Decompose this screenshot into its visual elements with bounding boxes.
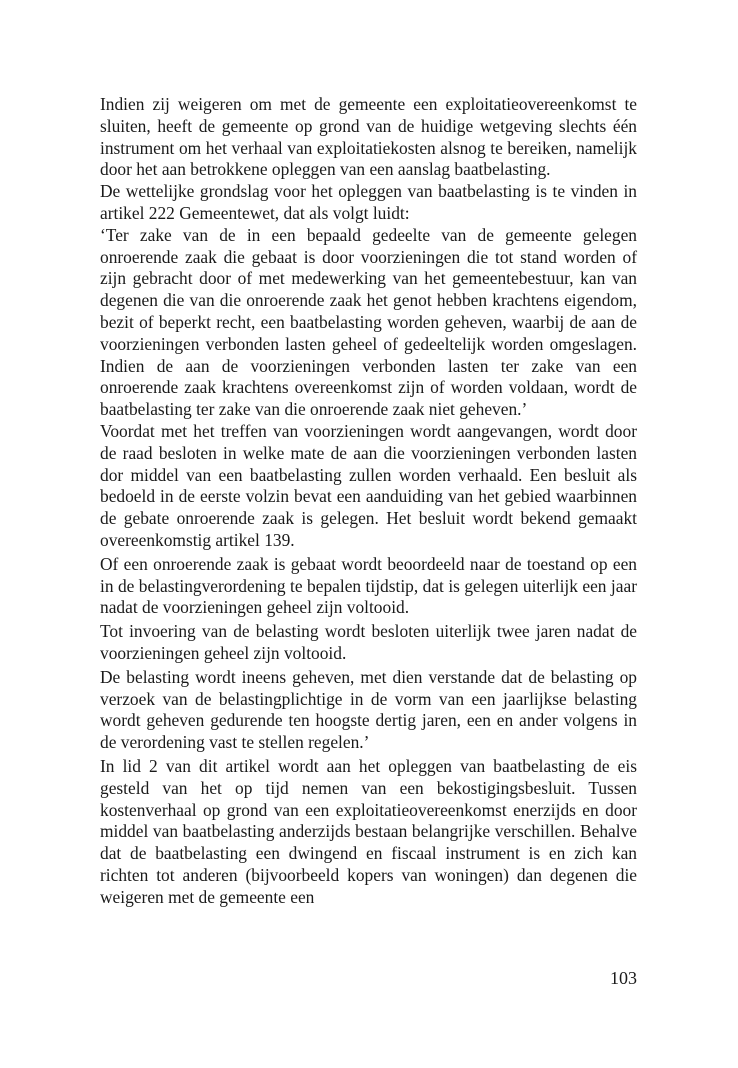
paragraph-6: Tot invoering van de belasting wordt besloten uiterlijk twee jaren nadat de voorzieningen geheel zijn voltooid. xyxy=(100,621,637,663)
paragraph-4: Voordat met het treffen van voorzieningen wordt aangevangen, wordt door de raad besloten in welke mate de aan die voorzieningen verbonden lasten dor middel van een baatbelasting zullen worden verhaald. Een besluit als bedoeld in de eerste volzin bevat een aanduiding van het gebied waarbinnen de gebate onroerende zaak is gelegen. Het besluit wordt bekend gemaakt overeenkomstig artikel 139. xyxy=(100,420,637,550)
paragraph-3-quote: ‘Ter zake van de in een bepaald gedeelte van de gemeente gelegen onroerende zaak die gebaat is door voorzieningen die tot stand worden of zijn gebracht door of met medewerking van het gemeentebestuur, kan van degenen die van die onroerende zaak het genot hebben krachtens eigendom, bezit of beperkt recht, een baatbelasting worden geheven, waarbij de aan de voorzieningen verbonden lasten geheel of gedeeltelijk worden omgeslagen. Indien de aan de voorzieningen verbonden lasten ter zake van een onroerende zaak krachtens overeenkomst zijn of worden voldaan, wordt de baatbelasting ter zake van die onroerende zaak niet geheven.’ xyxy=(100,224,637,420)
page-number: 103 xyxy=(610,968,637,988)
paragraph-2: De wettelijke grondslag voor het opleggen van baatbelasting is te vinden in artikel 222 Gemeentewet, dat als volgt luidt: xyxy=(100,181,637,223)
paragraph-1: Indien zij weigeren om met de gemeente een exploitatieovereenkomst te sluiten, heeft de gemeente op grond van de huidige wetgeving slechts één instrument om het verhaal van exploitatiekosten alsnog te bereiken, namelijk door het aan betrokkene opleggen van een aanslag baatbelasting. xyxy=(100,94,637,180)
paragraph-5: Of een onroerende zaak is gebaat wordt beoordeeld naar de toestand op een in de belastingverordening te bepalen tijdstip, dat is gelegen uiterlijk een jaar nadat de voorzieningen geheel zijn voltooid. xyxy=(100,553,637,618)
paragraph-7: De belasting wordt ineens geheven, met dien verstande dat de belasting op verzoek van de belastingplichtige in de vorm van een jaarlijkse belasting wordt geheven gedurende ten hoogste dertig jaren, een en ander volgens in de verordening vast te stellen regelen.’ xyxy=(100,666,637,753)
body-text xyxy=(100,94,637,908)
paragraph-8: In lid 2 van dit artikel wordt aan het opleggen van baatbelasting de eis gesteld van het op tijd nemen van een bekostigingsbesluit. Tussen kostenverhaal op grond van een exploitatieovereenkomst enerzijds en door middel van baatbelasting anderzijds bestaan belangrijke verschillen. Behalve dat de baatbelasting een dwingend en fiscaal instrument is en zich kan richten tot anderen (bijvoorbeeld kopers van woningen) dan degenen die weigeren met de gemeente een xyxy=(100,755,637,907)
